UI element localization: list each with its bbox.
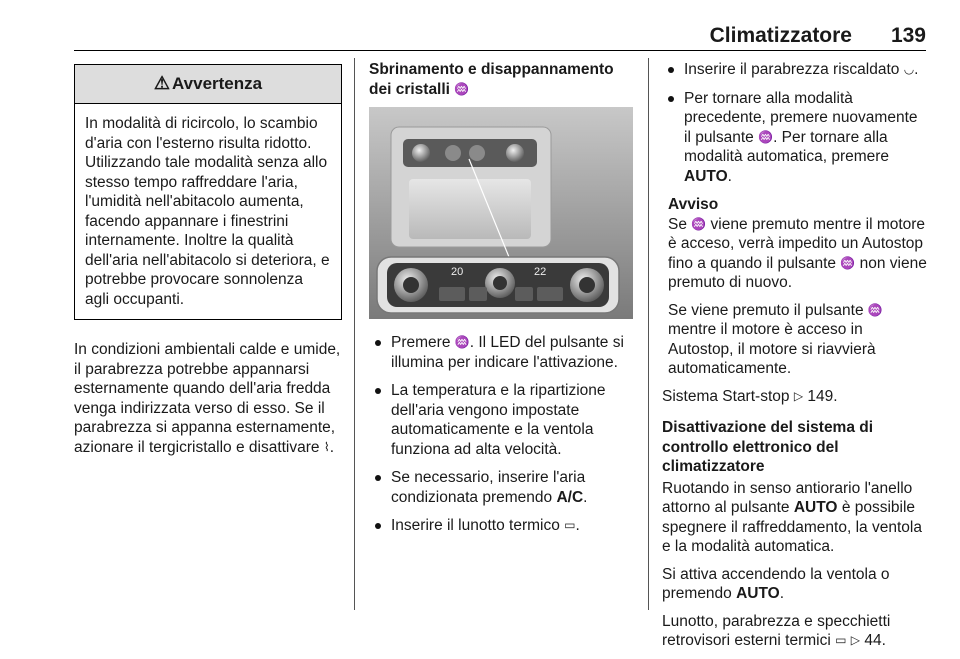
instruction-list <box>369 333 633 536</box>
auto-label: AUTO <box>684 167 728 185</box>
paragraph: In condizioni ambientali calde e umide, il parabrezza potrebbe appannarsi esternamente quando dell'aria fredda venga indirizzata verso di esso. Se il parabrezza si appanna esternamente, azionare il tergicristallo e disattivare ⌇. <box>74 341 341 456</box>
list-item: Per tornare alla modalità precedente, premere nuovamente il pulsante ♒. Per tornare alla modalità automatica, premere AUTO. <box>662 89 928 187</box>
instruction-list <box>662 60 928 186</box>
windscreen-heat-icon: ◡ <box>903 62 915 76</box>
section-title: Climatizzatore <box>709 24 852 47</box>
reference-arrow-icon: ▷ <box>793 388 804 403</box>
list-item: Inserire il lunotto termico ▭. <box>369 516 633 536</box>
warning-box <box>74 64 342 320</box>
rear-window-heat-icon: ▭ <box>835 633 847 647</box>
section-heading: Sbrinamento e disappannamento dei cristalli ♒ <box>369 61 614 98</box>
max-defrost-icon: ♒ <box>454 81 470 96</box>
auto-label: AUTO <box>736 585 780 602</box>
ac-label: A/C <box>556 488 584 506</box>
rear-window-heat-icon: ▭ <box>564 518 576 532</box>
cross-reference: Sistema Start-stop ▷ 149. <box>662 387 838 405</box>
column-right <box>662 60 928 659</box>
reference-arrow-icon: ▷ <box>850 633 861 647</box>
warning-text: In modalità di ricircolo, lo scambio d'aria con l'esterno risulta ridotto. Utilizzando tale modalità senza allo stesso tempo raffreddare l'aria, l'umidità nell'abitacolo aumenta, facendo appannare i finestrini internamente. Inoltre la qualità dell'aria nell'abitacolo si deteriora, e potrebbe provocare sonnolenza agli occupanti. <box>85 115 330 308</box>
temp-right-label: 22 <box>534 266 547 278</box>
max-defrost-icon: ♒ <box>758 129 774 144</box>
auto-label: AUTO <box>793 499 838 516</box>
max-defrost-icon: ♒ <box>454 335 470 349</box>
column-divider <box>648 58 649 610</box>
max-defrost-icon: ♒ <box>867 302 883 317</box>
warning-icon: ⚠ <box>153 73 171 94</box>
page-header <box>74 20 926 51</box>
max-defrost-icon: ♒ <box>691 216 707 231</box>
section-heading: Disattivazione del sistema di controllo elettronico del climatizzatore <box>662 419 874 475</box>
page-number: 139 <box>890 24 926 47</box>
list-item: Se necessario, inserire l'aria condizionata premendo A/C. <box>369 468 633 507</box>
notice-title: Avviso <box>668 196 719 213</box>
paragraph: Si attiva accendendo la ventola o premendo AUTO. <box>662 565 890 602</box>
max-defrost-icon: ♒ <box>840 255 856 270</box>
list-item: Inserire il parabrezza riscaldato ◡. <box>662 60 928 80</box>
wiper-icon: ⌇ <box>323 439 330 454</box>
list-item: Premere ♒. Il LED del pulsante si illumina per indicare l'attivazione. <box>369 333 633 372</box>
temp-left-label: 20 <box>451 266 464 278</box>
column-middle <box>369 60 633 545</box>
column-divider <box>354 58 355 610</box>
notice-box <box>662 195 928 379</box>
warning-title: Avvertenza <box>172 74 263 94</box>
paragraph: Lunotto, parabrezza e specchietti retrovisori esterni termici ▭ ▷ 44. <box>662 612 891 649</box>
paragraph: Ruotando in senso antiorario l'anello attorno al pulsante AUTO è possibile spegnere il raffreddamento, la ventola e la modalità automatica. <box>662 479 922 555</box>
column-left <box>74 60 342 465</box>
climate-control-photo <box>369 107 633 319</box>
list-item: La temperatura e la ripartizione dell'aria vengono impostate automaticamente e la ventola funziona ad alta velocità. <box>369 381 633 459</box>
warning-header <box>75 65 341 104</box>
notice-text: Se viene premuto il pulsante ♒ mentre il motore è acceso in Autostop, il motore si riavvierà automaticamente. <box>668 301 883 377</box>
notice-text: Se ♒ viene premuto mentre il motore è acceso, verrà impedito un Autostop fino a quando il pulsante ♒ non viene premuto di nuovo. <box>668 215 927 291</box>
